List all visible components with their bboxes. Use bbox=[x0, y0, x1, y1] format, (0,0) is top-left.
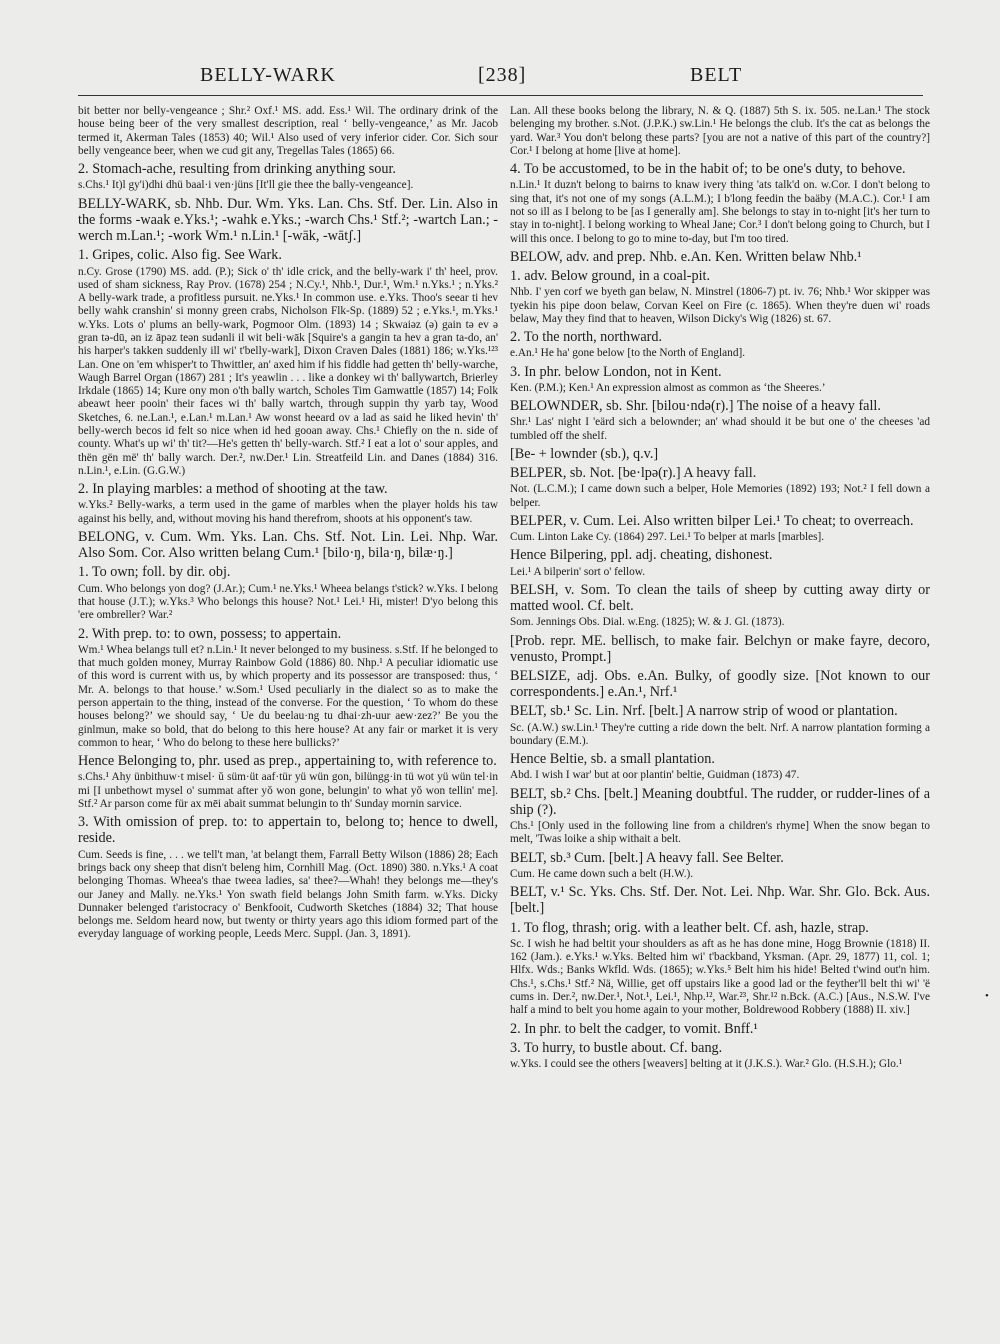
entry-heading: 1. Gripes, colic. Also fig. See Wark. bbox=[78, 247, 282, 264]
entry-heading: 2. To the north, northward. bbox=[510, 329, 663, 346]
page-header bbox=[78, 64, 923, 94]
entry-heading: BELSH, v. Som. To clean the tails of sheep by cutting away dirty or matted wool. Cf. belt. bbox=[510, 581, 930, 615]
right-column bbox=[510, 105, 930, 1330]
entry-citation: s.Chs.¹ It)l gy'i)dhi dhü baal·i ven·jüns [It'll gie thee the bally-vengeance]. bbox=[78, 179, 414, 192]
entry-heading: [Prob. repr. ME. bellisch, to make fair. Belchyn or make fayre, decoro, venusto, Prompt.] bbox=[510, 632, 930, 665]
entry-heading: 2. With prep. to: to own, possess; to appertain. bbox=[78, 625, 342, 642]
entry-citation: Lan. All these books belong the library, N. & Q. (1887) 5th S. ix. 505. ne.Lan.¹ The stock belenging my brother. s.Not. (J.P.K.) sw.Lin.¹ He belongs the club. It's the cat as belongs the yard. War.³ You don't belong these parts? [you are not a native of this part of the country?] Cor.¹ I belong at home [live at home]. bbox=[510, 105, 930, 157]
entry-heading: BELT, v.¹ Sc. Yks. Chs. Stf. Der. Not. Lei. Nhp. War. Shr. Glo. Bck. Aus. [belt.] bbox=[510, 884, 930, 917]
entry-citation: Cum. Seeds is fine, . . . we tell't man, 'at belangt them, Farrall Betty Wilson (1886) 28; Each brings back ony sheep that disn't beleng him, Cornhill Mag. (Oct. 1890) 380. n.Yks.¹ A coat belonging Thomas. Wheea's thae tweea ladies, sa' thee?—Whah! they belongs me—they's our Janey and Mally. ne.Yks.¹ Yon swath field belangs John Smith farm. w.Yks. Dicky Dunnaker belenged t'aristocracy o' Benkfooit, Cudworth Sketches (1884) 32; That house belongs me. Seldom heard now, but twenty or thirty years ago this idiom formed part of the everyday language of working people, Leeds Merc. Suppl. (Jan. 3, 1891). bbox=[78, 848, 498, 941]
margin-mark: • bbox=[985, 990, 989, 1002]
entry-citation: Som. Jennings Obs. Dial. w.Eng. (1825); W. & J. Gl. (1873). bbox=[510, 616, 785, 629]
entry-citation: Ken. (P.M.); Ken.¹ An expression almost as common as ‘the Sheeres.’ bbox=[510, 381, 826, 394]
entry-heading: 2. In phr. to belt the cadger, to vomit. Bnff.¹ bbox=[510, 1020, 758, 1037]
entry-heading: 1. To flog, thrash; orig. with a leather belt. Cf. ash, hazle, strap. bbox=[510, 919, 869, 936]
entry-citation: w.Yks.² Belly-warks, a term used in the game of marbles when the player holds his taw against his belly, and, without moving his hand therefrom, shoots at his opponent's taw. bbox=[78, 499, 498, 525]
entry-heading: BELPER, v. Cum. Lei. Also written bilper Lei.¹ To cheat; to overreach. bbox=[510, 512, 914, 529]
entry-citation: Chs.¹ [Only used in the following line from a children's rhyme] When the snow began to melt, 'Twas loike a ship withait a belt. bbox=[510, 820, 930, 846]
entry-heading: Hence Bilpering, ppl. adj. cheating, dishonest. bbox=[510, 547, 773, 564]
entry-heading: Hence Belonging to, phr. used as prep., appertaining to, with reference to. bbox=[78, 753, 497, 770]
entry-heading: BELPER, sb. Not. [be·lpə(r).] A heavy fall. bbox=[510, 465, 757, 482]
entry-citation: n.Cy. Grose (1790) MS. add. (P.); Sick o' th' idle crick, and the belly-wark i' th' heel, prov. used of sham sickness, Ray Prov. (1678) 254 ; N.Cy.¹, Nhb.¹, Dur.¹, Wm.¹ n.Yks.¹ ; n.Yks.² A belly-wark trade, a profitless pursuit. ne.Yks.¹ In common use. e.Yks. Thoo's seear ti hev belly wahk cranshin' si monny green crabs, Nicholson Flk-Sp. (1889) 52 ; e.Yks.¹, m.Yks.¹ w.Yks. Lots o' plums an belly-wark, Pogmoor Olm. (1893) 14 ; Skwaiəz (ə) gain tə ev ə gran tə-dū, ən iz āpəz teən sudənli il wit beli·wāk [Squire's a gangin ta hev a gran ta-do, an' his harper's takken suddenly ill wi' t'belly-wark], Dixon Craven Dales (1881) 186; w.Yks.¹²³ Lan. One on 'em whisper't to Thwittler, an' axed him if his fiddle had getten th' belly-warche, Waugh Barrel Organ (1867) 281 ; It's yeawlin . . . like a donkey wi th' ballywartch, Brierley Irkdale (1865) 14; Kure ony mon o'th bally wartch, Scholes Tim Gamwattle (1857) 14; Folk abeawt heer pooin' their faces wi th' bally wartch, through suppin thy yarb tay, Wood Sketches, 6. ne.Lan.¹, e.Lan.¹ m.Lan.¹ Aw wonst heeard ov a lad as said he liked hevin' th' belly-werch becos id felt so nice when id hed gooan away. Chs.¹ Chiefly on the n. side of county. What's up wi' th' tit?—He's getten th' belly-warch. Stf.² I eat a lot o' sour apples, and thën gën më' th' bally warch. Der.², nw.Der.¹ Lin. Streatfeild Lin. and Danes (1884) 316. n.Lin.¹, e.Lin. (G.G.W.) bbox=[78, 265, 498, 477]
entry-heading: 1. adv. Below ground, in a coal-pit. bbox=[510, 268, 711, 285]
entry-citation: Cum. Who belongs yon dog? (J.Ar.); Cum.¹ ne.Yks.¹ Wheea belangs t'stick? w.Yks. I belong that house (J.T.); w.Yks.³ Who belongs this house? Not.¹ Lei.¹ Hi, mister! D'yo belong this 'ere ombreller? War.² bbox=[78, 582, 498, 622]
entry-heading: BELONG, v. Cum. Wm. Yks. Lan. Chs. Stf. Not. Lin. Lei. Nhp. War. Also Som. Cor. Also written belang Cum.¹ [bilo·ŋ, bila·ŋ, bilæ·ŋ.] bbox=[78, 529, 498, 562]
entry-citation: Lei.¹ A bilperin' sort o' fellow. bbox=[510, 565, 646, 578]
entry-citation: Sc. (A.W.) sw.Lin.¹ They're cutting a ride down the belt. Nrf. A narrow plantation forming a boundary (E.M.). bbox=[510, 721, 930, 747]
entry-heading: BELT, sb.¹ Sc. Lin. Nrf. [belt.] A narrow strip of wood or plantation. bbox=[510, 703, 898, 720]
entry-citation: Not. (L.C.M.); I came down such a belper, Hole Memories (1892) 193; Not.² I fell down a belper. bbox=[510, 483, 930, 509]
entry-heading: [Be- + lownder (sb.), q.v.] bbox=[510, 445, 659, 462]
entry-heading: BELT, sb.² Chs. [belt.] Meaning doubtful. The rudder, or rudder-lines of a ship (?). bbox=[510, 785, 930, 818]
entry-heading: BELOW, adv. and prep. Nhb. e.An. Ken. Written belaw Nhb.¹ bbox=[510, 248, 862, 265]
entry-heading: 2. In playing marbles: a method of shooting at the taw. bbox=[78, 481, 388, 498]
left-column bbox=[78, 105, 498, 1330]
entry-citation: Nhb. I' yen corf we byeth gan belaw, N. Minstrel (1806-7) pt. iv. 76; Nhb.¹ Wor skipper was tyekin his pipe doon belaw, Corvan Keel on Fire (c. 1865). When they're duen wi' roads belaw, May they find that to heaven, Wilson Dicky's Wig (1826) st. 67. bbox=[510, 286, 930, 325]
entry-heading: 1. To own; foll. by dir. obj. bbox=[78, 564, 231, 581]
entry-citation: Shr.¹ Las' night I 'eärd sich a belownder; an' whad should it be but one o' the cheeses 'ad tumbled off the shelf. bbox=[510, 416, 930, 442]
entry-heading: BELT, sb.³ Cum. [belt.] A heavy fall. See Belter. bbox=[510, 849, 784, 866]
entry-heading: BELLY-WARK, sb. Nhb. Dur. Wm. Yks. Lan. Chs. Stf. Der. Lin. Also in the forms -waak e.Yks.¹; -wahk e.Yks.; -warch Chs.¹ Stf.²; -wartch Lan.; -werch m.Lan.¹; -work Wm.¹ n.Lin.¹ [-wāk, -wātʃ.] bbox=[78, 195, 498, 245]
header-rule bbox=[78, 95, 923, 96]
entry-citation: Cum. Linton Lake Cy. (1864) 297. Lei.¹ To belper at marls [marbles]. bbox=[510, 531, 825, 544]
page-number: [238] bbox=[478, 64, 527, 86]
entry-heading: BELOWNDER, sb. Shr. [bilou·ndə(r).] The noise of a heavy fall. bbox=[510, 398, 881, 415]
entry-citation: Cum. He came down such a belt (H.W.). bbox=[510, 867, 694, 880]
running-head-left: BELLY-WARK bbox=[200, 64, 336, 86]
entry-heading: BELSIZE, adj. Obs. e.An. Bulky, of goodly size. [Not known to our correspondents.] e.An.¹, Nrf.¹ bbox=[510, 668, 930, 701]
entry-heading: 4. To be accustomed, to be in the habit of; to be one's duty, to behove. bbox=[510, 161, 906, 178]
entry-heading: 3. In phr. below London, not in Kent. bbox=[510, 363, 722, 380]
entry-heading: 3. With omission of prep. to: to appertain to, belong to; hence to dwell, reside. bbox=[78, 814, 498, 847]
entry-citation: Sc. I wish he had beltit your shoulders as aft as he has done mine, Hogg Brownie (1818) II. 162 (Jam.). e.Yks.¹ w.Yks. Belted him wi' t'backband, Yksman. (Apr. 29, 1877) 11, col. 1; Hlfx. Wds.; Banks Wkfld. Wds. (1865); w.Yks.⁵ Belt him his hide! Belted t'wind out'n him. Chs.¹, s.Chs.¹ Stf.² Nä, Willie, get off upstairs like a good lad or the feyther'll belt thi wi' 'ë cums in. Der.², nw.Der.¹, Not.¹, Lei.¹, Nhp.¹², War.²³, Shr.¹² n.Bck. (A.C.) [Aus., N.S.W. I've half a mind to belt you home again to your mother, Boldrewood Robbery (1888) II. xiv.] bbox=[510, 937, 930, 1017]
entry-citation: Wm.¹ Whea belangs tull et? n.Lin.¹ It never belonged to my business. s.Stf. If he belonged to that much golden money, Murray Rainbow Gold (1886) 80. Nhp.¹ A peculiar idiomatic use of this word is current with us, by which property and its possessor are transposed: thus, ‘ Mr. A. belongs to that house.’ w.Som.¹ Used peculiarly in the dialect so as to make the person appertain to the thing, instead of the converse. For the question, ‘ To whom do these houses belong?’ we should say, ‘ Ue du beelau·ng tu dhai·zh-uur aew·zez?’ Be you the ginlmun, make so bold, that do belong to this here house? At any fair or market it is very common to hear, ‘ Who do belong to these here bullicks?’ bbox=[78, 643, 498, 749]
entry-citation: e.An.¹ He ha' gone below [to the North of England]. bbox=[510, 347, 746, 360]
entry-citation: n.Lin.¹ It duzn't belong to bairns to knaw ivery thing 'ats talk'd on. w.Cor. I don't belong to sing that, it's not one of my songs (A.L.M.); I b'long feedin the baäby (M.A.C.). Cor.¹ I am not so ill as I belong to be [as I generally am]. She belongs to stay in to-night [it's her turn to stay in to-night]. I belong working to Wheal Jane; Cor.³ I don't belong going to Church, but I will this once. I belong to go to mine to-day, but I'm too tired. bbox=[510, 179, 930, 245]
running-head-right: BELT bbox=[690, 64, 743, 86]
entry-citation: w.Yks. I could see the others [weavers] belting at it (J.K.S.). War.² Glo. (H.S.H.); Glo.¹ bbox=[510, 1058, 903, 1071]
entry-citation: Abd. I wish I war' but at oor plantin' beltie, Guidman (1873) 47. bbox=[510, 769, 800, 782]
entry-citation: bit better nor belly-vengeance ; Shr.² Oxf.¹ MS. add. Ess.¹ Wil. The ordinary drink of the house being beer of the very smallest description, real ‘ belly-vengeance,’ as Mr. Jacob termed it, Akerman Tales (1853) 40; Wil.¹ Also used of very inferior cider. Cor. Sich sour belly vengeance beer, when we cud git any, Tregellas Tales (1865) 66. bbox=[78, 105, 498, 157]
entry-citation: s.Chs.¹ Ahy ünbithuw·t misel· ŭ süm·üt aaf·tür yü wün gon, bilüngg·in tü wot yü wün tel·in mi [I unbethowt mysel o' summat after yŏ won gone, belungin' to what yŏ won tellin' me]. Stf.² Ar parson come für ax mēi abait summat belungin to th' Sunday mornin sarvice. bbox=[78, 771, 498, 810]
entry-heading: 2. Stomach-ache, resulting from drinking anything sour. bbox=[78, 161, 396, 178]
entry-heading: Hence Beltie, sb. a small plantation. bbox=[510, 751, 715, 768]
entry-heading: 3. To hurry, to bustle about. Cf. bang. bbox=[510, 1039, 723, 1056]
